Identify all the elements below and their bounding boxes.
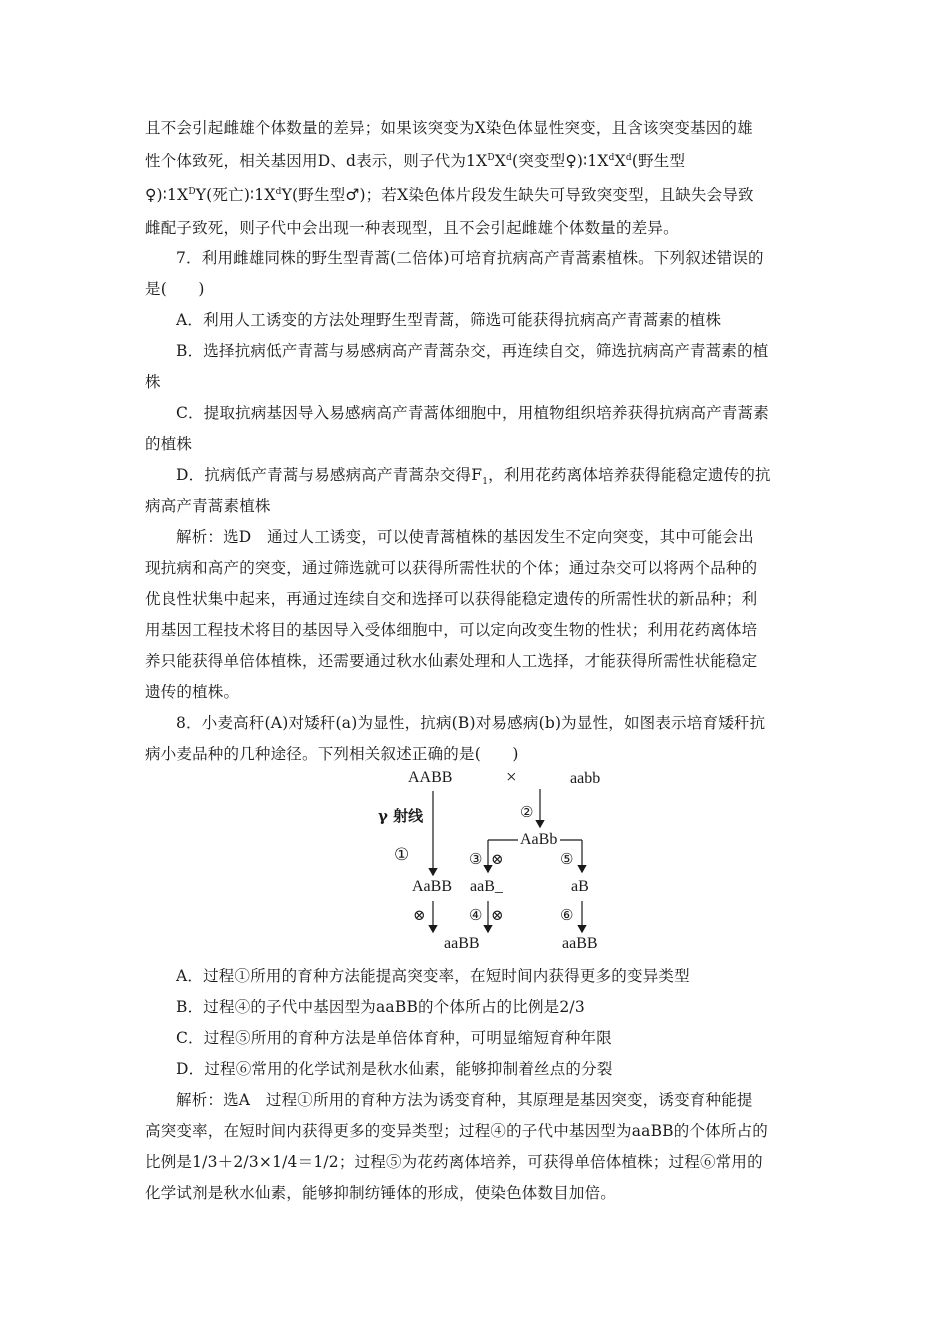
genotype-AaBb: AaBb — [520, 831, 558, 848]
q7-analysis-line-5: 养只能获得单倍体植株，还需要通过秋水仙素处理和人工选择，才能获得所需性状能稳定 — [145, 652, 758, 670]
step-2-label: ② — [520, 803, 534, 821]
q7-analysis-line-1: 解析：选D 通过人工诱变，可以使青蒿植株的基因发生不定向突变，其中可能会出 — [176, 528, 754, 546]
q7-option-c-line-1: C．提取抗病基因导入易感病高产青蒿体细胞中，用植物组织培养获得抗病高产青蒿素 — [176, 404, 769, 422]
q8-option-c: C．过程⑤所用的育种方法是单倍体育种，可明显缩短育种年限 — [176, 1029, 612, 1047]
q7-analysis-line-6: 遗传的植株。 — [145, 683, 240, 701]
q8-stem-line-2: 病小麦品种的几种途径。下列相关叙述正确的是( ) — [145, 745, 519, 763]
q8-option-a: A．过程①所用的育种方法能提高突变率，在短时间内获得更多的变异类型 — [176, 967, 690, 985]
genotype-aaBB-right: aaBB — [562, 935, 598, 952]
q8-analysis-line-2: 高突变率，在短时间内获得更多的变异类型；过程④的子代中基因型为aaBB的个体所占的 — [145, 1122, 768, 1140]
intro-line-4: 雌配子致死，则子代中会出现一种表现型，且不会引起雌雄个体数量的差异。 — [145, 219, 679, 237]
intro-line-3: $♀)∶1X^DY$(死亡)$∶1X^dY$(野生型♂)；若X染色体片段发生缺失可导致突变型，且缺失会导致 — [145, 186, 754, 204]
q8-option-d: D．过程⑥常用的化学试剂是秋水仙素，能够抑制着丝点的分裂 — [176, 1060, 613, 1078]
step-6-label: ⑥ — [560, 906, 574, 924]
intro-line-1: 且不会引起雌雄个体数量的差异；如果该突变为X染色体显性突变，且含该突变基因的雄 — [145, 119, 753, 137]
breeding-pathway-diagram — [360, 765, 640, 960]
step-3-label: ③ — [469, 850, 483, 868]
q7-option-d-line-2: 病高产青蒿素植株 — [145, 497, 271, 515]
q7-stem-line-1: 7．利用雌雄同株的野生型青蒿(二倍体)可培育抗病高产青蒿素植株。下列叙述错误的 — [176, 249, 764, 267]
q8-stem-line-1: 8．小麦高秆(A)对矮秆(a)为显性，抗病(B)对易感病(b)为显性，如图表示培育矮秆抗 — [176, 714, 766, 732]
q7-option-b-line-2: 株 — [145, 373, 161, 391]
q7-option-b-line-1: B．选择抗病低产青蒿与易感病高产青蒿杂交，再连续自交，筛选抗病高产青蒿素的植 — [176, 342, 769, 360]
genotype-aB: aB — [571, 878, 589, 895]
self-cross-icon-1: ⊗ — [413, 906, 426, 924]
intro-line-2: 性个体致死，相关基因用D、d表示，则子代为$1X^DX^d$(突变型$♀)∶1X^dX^d$(野生型 — [145, 152, 686, 170]
q7-analysis-line-4: 用基因工程技术将目的基因导入受体细胞中，可以定向改变生物的性状；利用花药离体培 — [145, 621, 758, 639]
self-cross-icon-3: ⊗ — [491, 850, 504, 868]
step-5-label: ⑤ — [560, 850, 574, 868]
self-cross-icon-4: ⊗ — [491, 906, 504, 924]
q7-analysis-line-2: 现抗病和高产的突变，通过筛选就可以获得所需性状的个体；通过杂交可以将两个品种的 — [145, 559, 758, 577]
q7-option-a: A．利用人工诱变的方法处理野生型青蒿，筛选可能获得抗病高产青蒿素的植株 — [176, 311, 722, 329]
q7-option-c-line-2: 的植株 — [145, 435, 193, 453]
gamma-ray-label: γ 射线 — [378, 807, 424, 825]
genotype-AaBB: AaBB — [412, 878, 452, 895]
q7-stem-line-2: 是( ) — [145, 280, 205, 298]
q8-option-b: B．过程④的子代中基因型为aaBB的个体所占的比例是2/3 — [176, 998, 585, 1016]
genotype-aabb: aabb — [570, 770, 601, 787]
cross-symbol: × — [506, 767, 517, 788]
q8-analysis-line-4: 化学试剂是秋水仙素，能够抑制纺锤体的形成，使染色体数目加倍。 — [145, 1184, 617, 1202]
q8-analysis-line-1: 解析：选A 过程①所用的育种方法为诱变育种，其原理是基因突变，诱变育种能提 — [176, 1091, 753, 1109]
genotype-aaBB-left: aaBB — [444, 935, 480, 952]
q7-analysis-line-3: 优良性状集中起来，再通过连续自交和选择可以获得能稳定遗传的所需性状的新品种；利 — [145, 590, 758, 608]
step-4-label: ④ — [469, 906, 483, 924]
step-1-label: ① — [394, 845, 410, 865]
genotype-aaB_: aaB_ — [470, 878, 503, 895]
q8-analysis-line-3: 比例是1/3＋2/3×1/4＝1/2；过程⑤为花药离体培养，可获得单倍体植株；过程⑥常用的 — [145, 1153, 763, 1171]
q7-option-d-line-1: D．抗病低产青蒿与易感病高产青蒿杂交得$F_1$，利用花药离体培养获得能稳定遗传的抗 — [176, 466, 771, 488]
genotype-AABB: AABB — [408, 769, 453, 786]
